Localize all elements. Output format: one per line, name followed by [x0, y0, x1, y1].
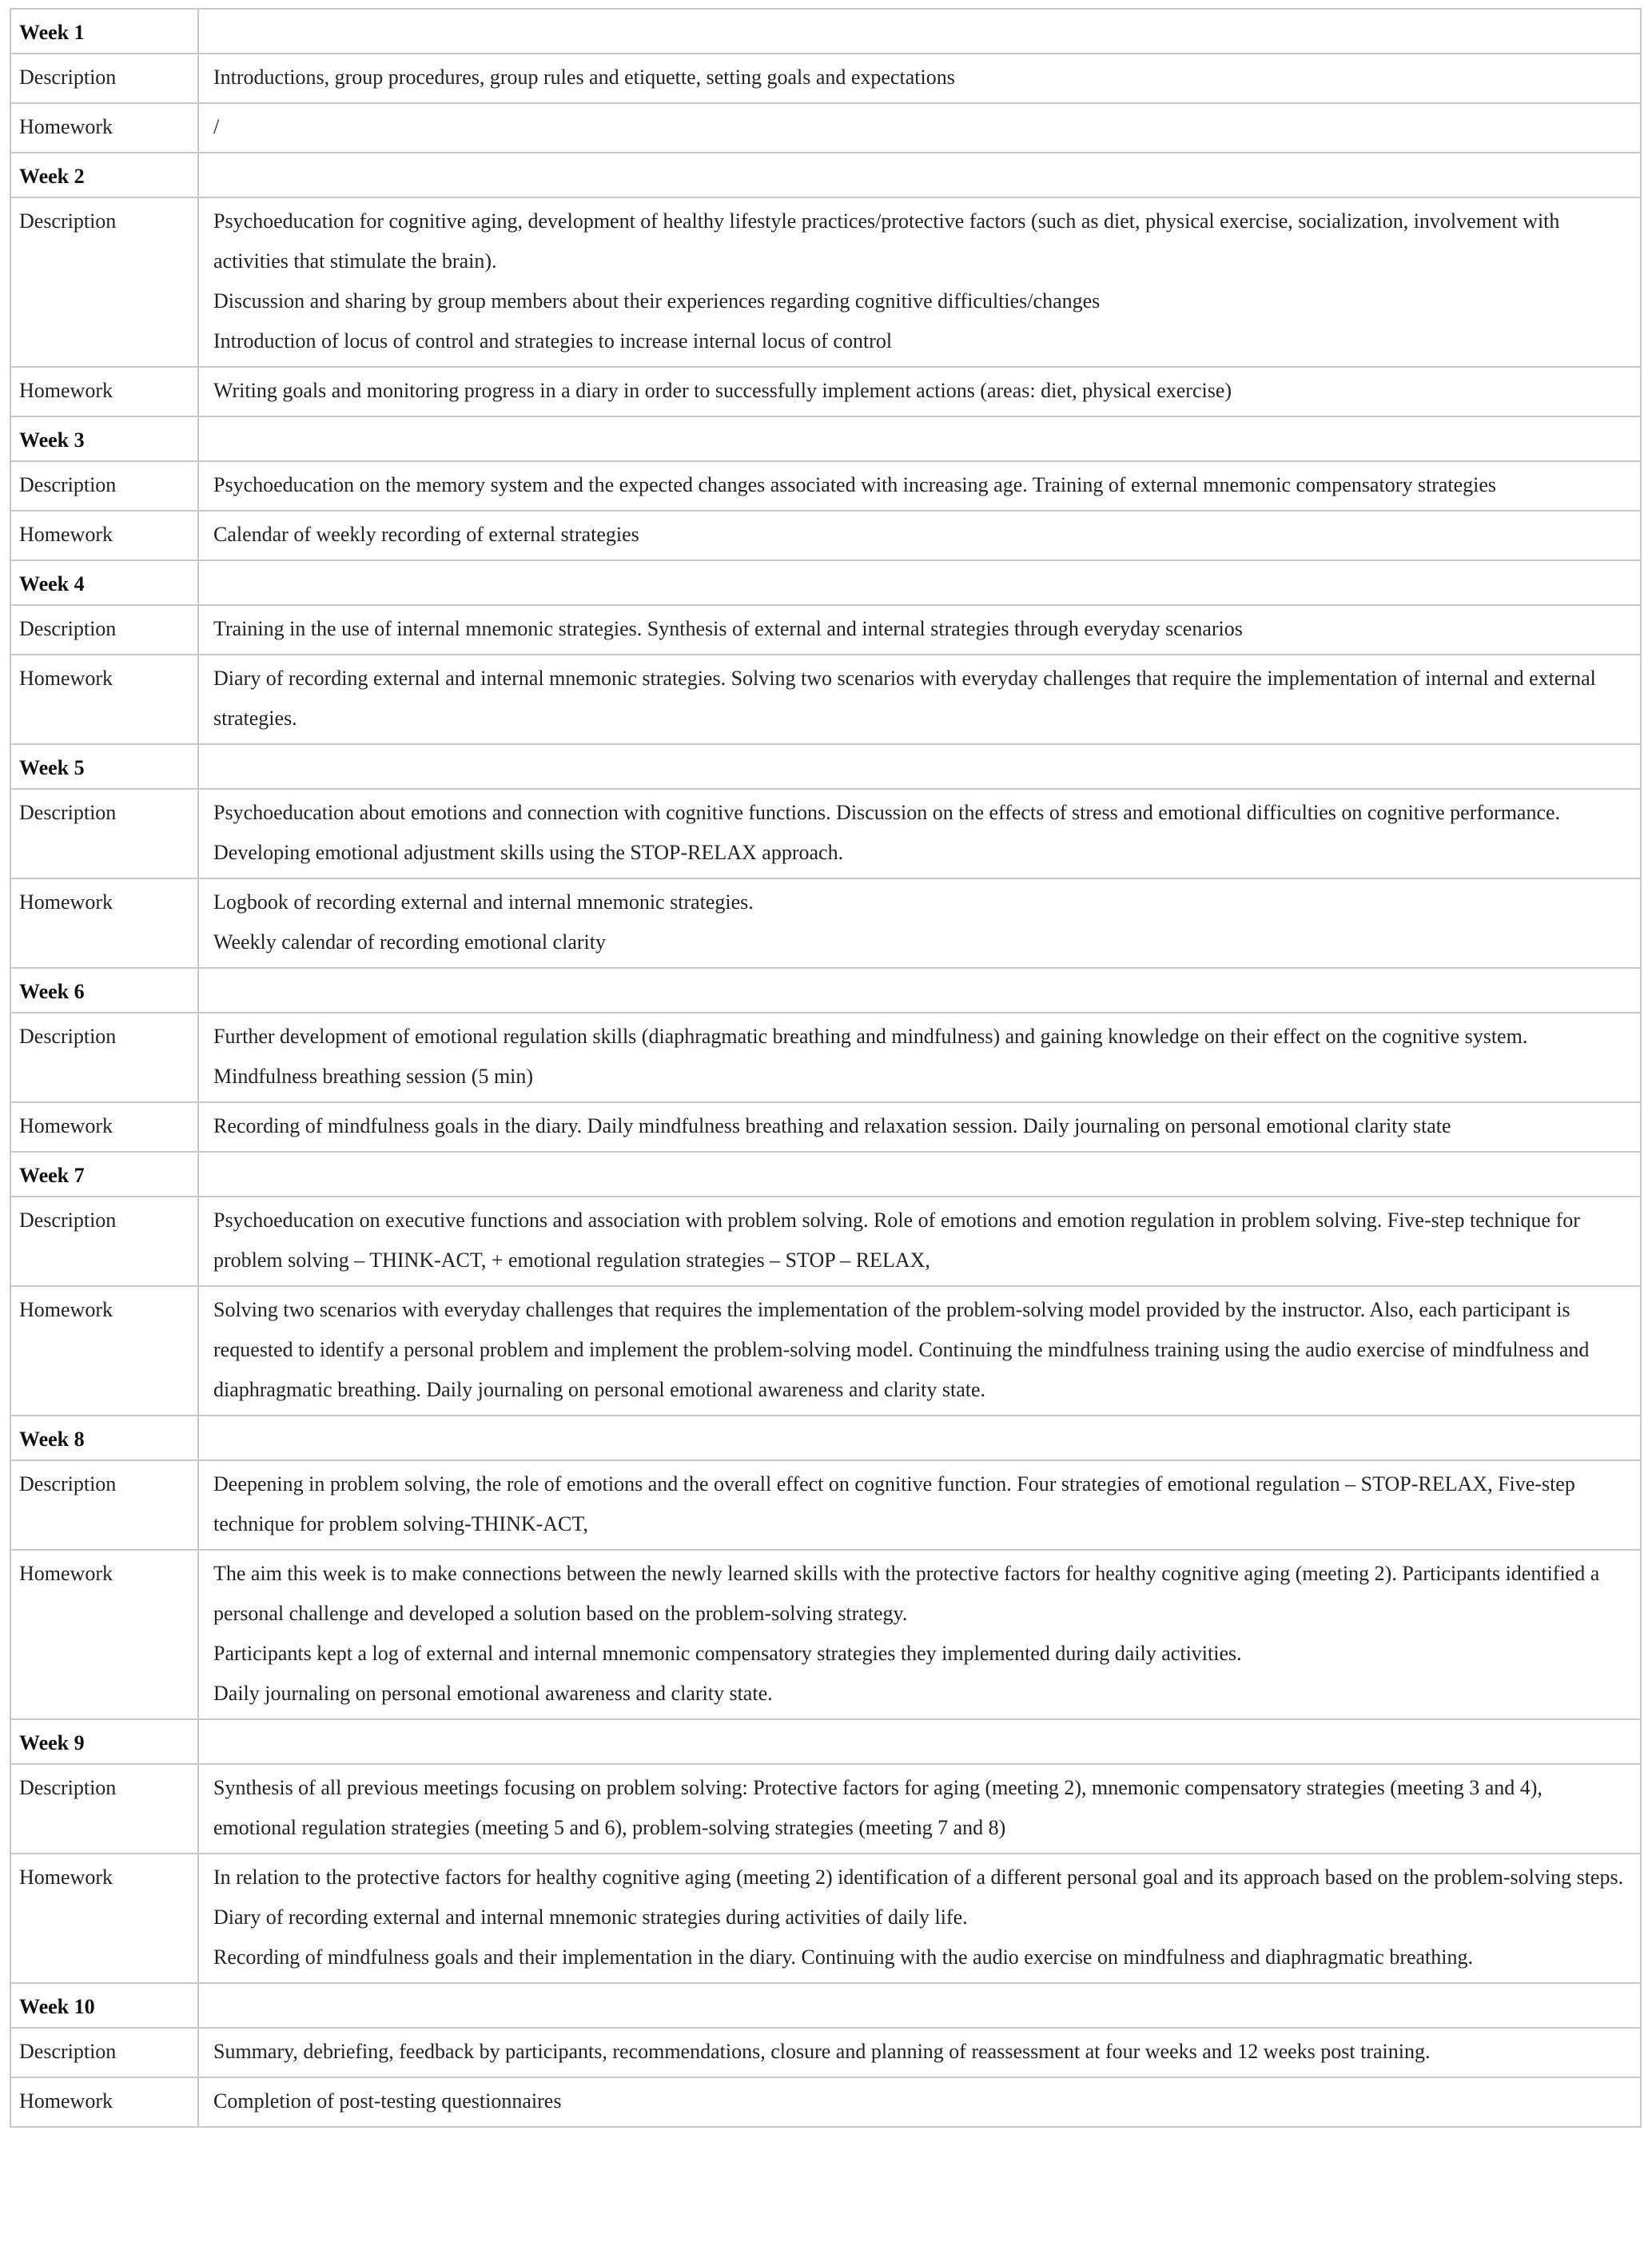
description-row — [10, 54, 1641, 103]
description-row — [10, 461, 1641, 511]
week-label: Week 8 — [19, 1428, 85, 1451]
homework-label: Homework — [19, 1866, 113, 1889]
description-label-cell — [10, 1460, 198, 1550]
week-row — [10, 1416, 1641, 1460]
description-label: Description — [19, 1209, 117, 1232]
week-label: Week 2 — [19, 165, 85, 188]
homework-paragraph: Daily journaling on personal emotional awareness and clarity state. — [213, 1682, 773, 1705]
week-row — [10, 1152, 1641, 1197]
description-label: Description — [19, 473, 117, 496]
homework-row — [10, 655, 1641, 744]
description-paragraph: Psychoeducation on executive functions and association with problem solving. Role of emotions and emotion regulation in problem solving. Five-step technique for problem solving – THINK-ACT, + emotional regulation strategies – STOP – RELAX, — [213, 1209, 1580, 1272]
description-paragraph: Deepening in problem solving, the role of emotions and the overall effect on cognitive function. Four strategies of emotional regulation – STOP-RELAX, Five-step technique for problem solving-THINK-ACT, — [213, 1472, 1575, 1535]
homework-text-cell — [198, 1550, 1641, 1719]
homework-paragraph: Diary of recording external and internal mnemonic strategies. Solving two scenarios with everyday challenges that require the implementation of internal and external strategies. — [213, 667, 1596, 730]
description-text-cell — [198, 605, 1641, 655]
description-paragraph: Psychoeducation on the memory system and the expected changes associated with increasing age. Training of external mnemonic compensatory strategies — [213, 473, 1497, 496]
week-label: Week 1 — [19, 21, 85, 44]
homework-label-cell — [10, 1854, 198, 1983]
homework-row — [10, 2077, 1641, 2127]
description-paragraph: Psychoeducation for cognitive aging, development of healthy lifestyle practices/protective factors (such as diet, physical exercise, socialization, involvement with activities that stimulate the brain). — [213, 209, 1560, 273]
homework-paragraph: Logbook of recording external and internal mnemonic strategies. — [213, 890, 754, 914]
week-row — [10, 968, 1641, 1013]
homework-paragraph: / — [213, 115, 220, 138]
homework-label: Homework — [19, 1298, 113, 1321]
homework-paragraph: Solving two scenarios with everyday challenges that requires the implementation of the problem-solving model provided by the instructor. Also, each participant is requested to identify a personal problem and implement the problem-solving model. Continuing the mindfulness training using the audio exercise of mindfulness and diaphragmatic breathing. Daily journaling on personal emotional awareness and clarity state. — [213, 1298, 1590, 1401]
week-label-cell — [10, 1983, 198, 2028]
description-label: Description — [19, 801, 117, 824]
homework-text-cell — [198, 1854, 1641, 1983]
description-paragraph: Psychoeducation about emotions and connection with cognitive functions. Discussion on the effects of stress and emotional difficulties on cognitive performance. Developing emotional adjustment skills using the STOP-RELAX approach. — [213, 801, 1561, 864]
weekly-program-table — [10, 8, 1642, 2128]
description-label-cell — [10, 197, 198, 367]
homework-text-cell — [198, 103, 1641, 153]
description-label: Description — [19, 1776, 117, 1799]
homework-label-cell — [10, 2077, 198, 2127]
week-empty-cell — [198, 1983, 1641, 2028]
description-paragraph: Introductions, group procedures, group rules and etiquette, setting goals and expectations — [213, 66, 955, 89]
homework-text-cell — [198, 878, 1641, 968]
description-label-cell — [10, 789, 198, 878]
homework-label: Homework — [19, 890, 113, 914]
description-label-cell — [10, 461, 198, 511]
description-text-cell — [198, 461, 1641, 511]
week-empty-cell — [198, 1152, 1641, 1197]
description-text-cell — [198, 1460, 1641, 1550]
week-empty-cell — [198, 744, 1641, 789]
homework-row — [10, 878, 1641, 968]
homework-text-cell — [198, 2077, 1641, 2127]
week-label-cell — [10, 9, 198, 54]
homework-label-cell — [10, 1102, 198, 1152]
description-label: Description — [19, 2040, 117, 2063]
description-row — [10, 2028, 1641, 2077]
homework-paragraph: The aim this week is to make connections between the newly learned skills with the protective factors for healthy cognitive aging (meeting 2). Participants identified a personal challenge and developed a solution based on the problem-solving strategy. — [213, 1562, 1600, 1625]
description-row — [10, 1197, 1641, 1286]
description-label-cell — [10, 1013, 198, 1102]
homework-text-cell — [198, 511, 1641, 560]
homework-label-cell — [10, 511, 198, 560]
week-label-cell — [10, 416, 198, 461]
homework-row — [10, 1550, 1641, 1719]
homework-text-cell — [198, 367, 1641, 416]
description-text-cell — [198, 789, 1641, 878]
description-label-cell — [10, 2028, 198, 2077]
homework-label-cell — [10, 878, 198, 968]
week-empty-cell — [198, 153, 1641, 197]
week-row — [10, 153, 1641, 197]
description-label: Description — [19, 209, 117, 233]
homework-label: Homework — [19, 1114, 113, 1137]
week-label: Week 7 — [19, 1164, 85, 1187]
week-label-cell — [10, 1719, 198, 1764]
week-label: Week 10 — [19, 1995, 95, 2018]
homework-row — [10, 1854, 1641, 1983]
description-label-cell — [10, 1197, 198, 1286]
description-row — [10, 605, 1641, 655]
homework-row — [10, 1102, 1641, 1152]
homework-label: Homework — [19, 115, 113, 138]
description-paragraph: Further development of emotional regulation skills (diaphragmatic breathing and mindfulness) and gaining knowledge on their effect on the cognitive system. — [213, 1025, 1528, 1048]
homework-paragraph: Participants kept a log of external and internal mnemonic compensatory strategies they implemented during daily activities. — [213, 1642, 1242, 1665]
description-label-cell — [10, 1764, 198, 1854]
description-text-cell — [198, 1197, 1641, 1286]
homework-paragraph: Calendar of weekly recording of external strategies — [213, 523, 639, 546]
description-label-cell — [10, 605, 198, 655]
description-row — [10, 789, 1641, 878]
description-text-cell — [198, 54, 1641, 103]
homework-paragraph: In relation to the protective factors for healthy cognitive aging (meeting 2) identification of a different personal goal and its approach based on the problem-solving steps. Diary of recording external and internal mnemonic strategies during activities of daily life. — [213, 1866, 1624, 1929]
description-row — [10, 1460, 1641, 1550]
week-row — [10, 744, 1641, 789]
description-paragraph: Introduction of locus of control and strategies to increase internal locus of control — [213, 329, 893, 352]
week-row — [10, 416, 1641, 461]
description-row — [10, 1764, 1641, 1854]
week-row — [10, 560, 1641, 605]
week-empty-cell — [198, 560, 1641, 605]
program-table-container — [10, 8, 1642, 2128]
homework-row — [10, 103, 1641, 153]
description-paragraph: Summary, debriefing, feedback by participants, recommendations, closure and planning of reassessment at four weeks and 12 weeks post training. — [213, 2040, 1431, 2063]
homework-label-cell — [10, 367, 198, 416]
description-label: Description — [19, 66, 117, 89]
week-empty-cell — [198, 416, 1641, 461]
description-label-cell — [10, 54, 198, 103]
homework-row — [10, 511, 1641, 560]
homework-label: Homework — [19, 1562, 113, 1585]
week-label-cell — [10, 560, 198, 605]
homework-paragraph: Completion of post-testing questionnaires — [213, 2089, 562, 2113]
description-paragraph: Training in the use of internal mnemonic strategies. Synthesis of external and internal strategies through everyday scenarios — [213, 617, 1243, 640]
week-label: Week 9 — [19, 1731, 85, 1754]
homework-label-cell — [10, 1550, 198, 1719]
description-row — [10, 1013, 1641, 1102]
week-empty-cell — [198, 1416, 1641, 1460]
homework-row — [10, 367, 1641, 416]
homework-label-cell — [10, 103, 198, 153]
description-text-cell — [198, 1013, 1641, 1102]
description-paragraph: Mindfulness breathing session (5 min) — [213, 1065, 534, 1088]
week-empty-cell — [198, 1719, 1641, 1764]
homework-label-cell — [10, 1286, 198, 1416]
description-label: Description — [19, 1472, 117, 1495]
homework-paragraph: Weekly calendar of recording emotional clarity — [213, 930, 606, 954]
week-label-cell — [10, 744, 198, 789]
week-empty-cell — [198, 9, 1641, 54]
table-body — [10, 9, 1641, 2127]
week-row — [10, 1983, 1641, 2028]
week-label: Week 3 — [19, 428, 85, 452]
homework-paragraph: Recording of mindfulness goals in the diary. Daily mindfulness breathing and relaxation session. Daily journaling on personal emotional clarity state — [213, 1114, 1451, 1137]
description-paragraph: Synthesis of all previous meetings focusing on problem solving: Protective factors for aging (meeting 2), mnemonic compensatory strategies (meeting 3 and 4), emotional regulation strategies (meeting 5 and 6), problem-solving strategies (meeting 7 and 8) — [213, 1776, 1543, 1839]
homework-text-cell — [198, 1102, 1641, 1152]
week-label: Week 4 — [19, 572, 85, 595]
description-label: Description — [19, 617, 117, 640]
homework-paragraph: Writing goals and monitoring progress in a diary in order to successfully implement actions (areas: diet, physical exercise) — [213, 379, 1232, 402]
week-label-cell — [10, 968, 198, 1013]
week-row — [10, 9, 1641, 54]
homework-label: Homework — [19, 2089, 113, 2113]
week-row — [10, 1719, 1641, 1764]
homework-text-cell — [198, 1286, 1641, 1416]
week-label-cell — [10, 1416, 198, 1460]
description-paragraph: Discussion and sharing by group members about their experiences regarding cognitive difficulties/changes — [213, 289, 1101, 313]
week-empty-cell — [198, 968, 1641, 1013]
week-label-cell — [10, 1152, 198, 1197]
homework-row — [10, 1286, 1641, 1416]
description-text-cell — [198, 2028, 1641, 2077]
homework-label: Homework — [19, 523, 113, 546]
description-row — [10, 197, 1641, 367]
week-label: Week 5 — [19, 756, 85, 779]
homework-text-cell — [198, 655, 1641, 744]
description-text-cell — [198, 197, 1641, 367]
homework-label: Homework — [19, 379, 113, 402]
week-label: Week 6 — [19, 980, 85, 1003]
description-label: Description — [19, 1025, 117, 1048]
homework-label: Homework — [19, 667, 113, 690]
homework-label-cell — [10, 655, 198, 744]
description-text-cell — [198, 1764, 1641, 1854]
homework-paragraph: Recording of mindfulness goals and their implementation in the diary. Continuing with the audio exercise on mindfulness and diaphragmatic breathing. — [213, 1945, 1474, 1969]
week-label-cell — [10, 153, 198, 197]
